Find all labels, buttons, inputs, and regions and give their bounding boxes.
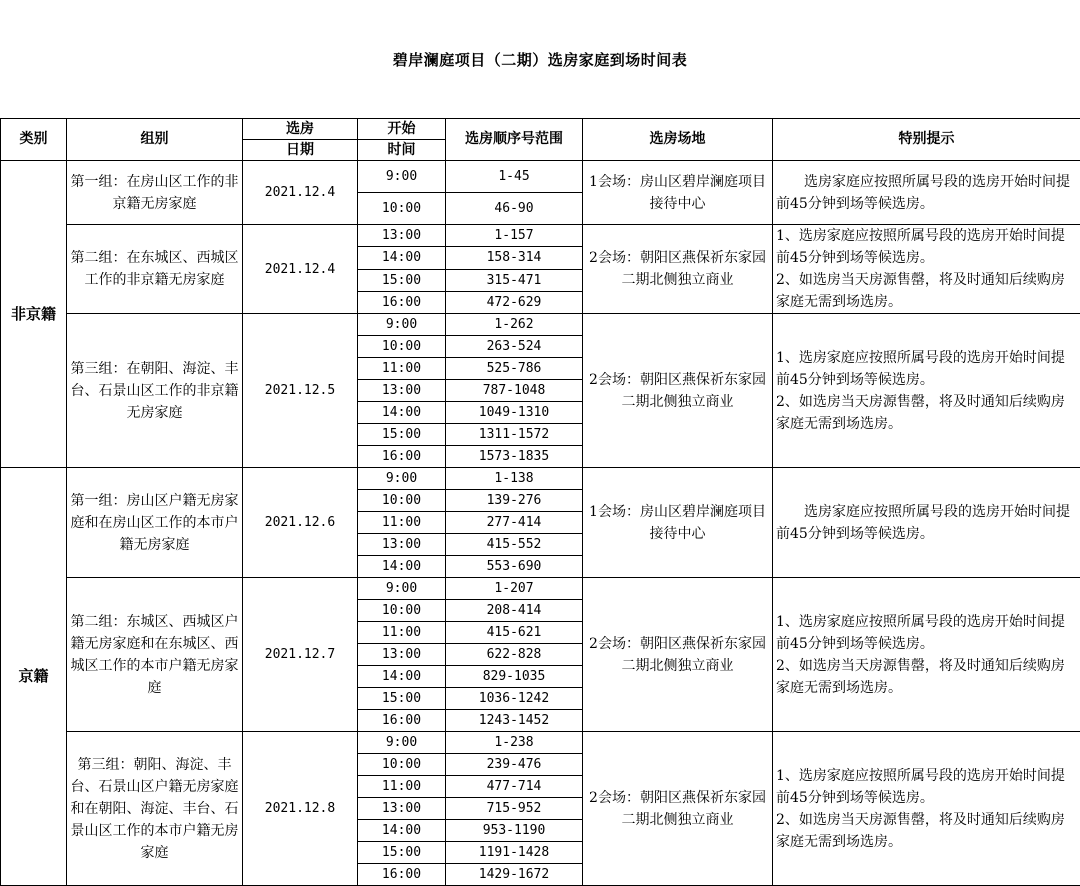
start-time-cell: 15:00 bbox=[358, 688, 446, 710]
sequence-range-cell: 553-690 bbox=[446, 556, 583, 578]
date-cell: 2021.12.8 bbox=[243, 732, 358, 886]
tip-line: 选房家庭应按照所属号段的选房开始时间提前45分钟到场等候选房。 bbox=[776, 171, 1077, 215]
tip-line: 1、选房家庭应按照所属号段的选房开始时间提前45分钟到场等候选房。 bbox=[776, 611, 1077, 655]
sequence-range-cell: 1429-1672 bbox=[446, 864, 583, 886]
sequence-range-cell: 315-471 bbox=[446, 269, 583, 291]
sequence-range-cell: 1-238 bbox=[446, 732, 583, 754]
start-time-cell: 15:00 bbox=[358, 269, 446, 291]
sequence-range-cell: 829-1035 bbox=[446, 666, 583, 688]
tip-line: 2、如选房当天房源售罄，将及时通知后续购房家庭无需到场选房。 bbox=[776, 269, 1077, 313]
group-name-cell: 第一组：在房山区工作的非京籍无房家庭 bbox=[67, 161, 243, 225]
sequence-range-cell: 1-157 bbox=[446, 225, 583, 247]
start-time-cell: 14:00 bbox=[358, 556, 446, 578]
sequence-range-cell: 477-714 bbox=[446, 776, 583, 798]
date-cell: 2021.12.5 bbox=[243, 314, 358, 468]
sequence-range-cell: 715-952 bbox=[446, 798, 583, 820]
start-time-cell: 13:00 bbox=[358, 225, 446, 247]
table-row bbox=[1, 468, 1080, 490]
start-time-cell: 11:00 bbox=[358, 358, 446, 380]
sequence-range-cell: 525-786 bbox=[446, 358, 583, 380]
sequence-range-cell: 1-138 bbox=[446, 468, 583, 490]
venue-cell: 1会场：房山区碧岸澜庭项目接待中心 bbox=[583, 468, 773, 578]
start-time-cell: 11:00 bbox=[358, 512, 446, 534]
start-time-cell: 10:00 bbox=[358, 193, 446, 225]
category-cell: 非京籍 bbox=[1, 161, 67, 468]
start-time-cell: 14:00 bbox=[358, 820, 446, 842]
header-category: 类别 bbox=[1, 119, 67, 161]
tips-cell bbox=[773, 161, 1080, 225]
sequence-range-cell: 139-276 bbox=[446, 490, 583, 512]
start-time-cell: 13:00 bbox=[358, 798, 446, 820]
sequence-range-cell: 415-552 bbox=[446, 534, 583, 556]
start-time-cell: 11:00 bbox=[358, 622, 446, 644]
group-name-cell: 第三组：在朝阳、海淀、丰台、石景山区工作的非京籍无房家庭 bbox=[67, 314, 243, 468]
header-time-bottom: 时间 bbox=[358, 140, 446, 161]
tip-line: 2、如选房当天房源售罄，将及时通知后续购房家庭无需到场选房。 bbox=[776, 655, 1077, 699]
sequence-range-cell: 277-414 bbox=[446, 512, 583, 534]
table-row bbox=[1, 732, 1080, 754]
start-time-cell: 13:00 bbox=[358, 534, 446, 556]
table-row bbox=[1, 578, 1080, 600]
schedule-table-body bbox=[1, 119, 1080, 886]
sequence-range-cell: 1191-1428 bbox=[446, 842, 583, 864]
date-cell: 2021.12.4 bbox=[243, 161, 358, 225]
group-name-cell: 第三组：朝阳、海淀、丰台、石景山区户籍无房家庭和在朝阳、海淀、丰台、石景山区工作的本市户籍无房家庭 bbox=[67, 732, 243, 886]
header-range: 选房顺序号范围 bbox=[446, 119, 583, 161]
sequence-range-cell: 1036-1242 bbox=[446, 688, 583, 710]
group-name-cell: 第二组：东城区、西城区户籍无房家庭和在东城区、西城区工作的本市户籍无房家庭 bbox=[67, 578, 243, 732]
tips-cell bbox=[773, 732, 1080, 886]
group-name-cell: 第一组：房山区户籍无房家庭和在房山区工作的本市户籍无房家庭 bbox=[67, 468, 243, 578]
title-bar bbox=[0, 0, 1080, 118]
table-row bbox=[1, 225, 1080, 247]
start-time-cell: 16:00 bbox=[358, 291, 446, 313]
start-time-cell: 16:00 bbox=[358, 710, 446, 732]
header-date-top: 选房 bbox=[243, 119, 358, 140]
start-time-cell: 16:00 bbox=[358, 864, 446, 886]
schedule-table bbox=[0, 118, 1080, 886]
tip-line: 选房家庭应按照所属号段的选房开始时间提前45分钟到场等候选房。 bbox=[776, 501, 1077, 545]
start-time-cell: 11:00 bbox=[358, 776, 446, 798]
sequence-range-cell: 46-90 bbox=[446, 193, 583, 225]
header-venue: 选房场地 bbox=[583, 119, 773, 161]
header-time-top: 开始 bbox=[358, 119, 446, 140]
sequence-range-cell: 1-207 bbox=[446, 578, 583, 600]
venue-cell: 2会场：朝阳区燕保祈东家园二期北侧独立商业 bbox=[583, 578, 773, 732]
venue-cell: 2会场：朝阳区燕保祈东家园二期北侧独立商业 bbox=[583, 225, 773, 314]
start-time-cell: 9:00 bbox=[358, 732, 446, 754]
start-time-cell: 14:00 bbox=[358, 402, 446, 424]
tip-line: 2、如选房当天房源售罄，将及时通知后续购房家庭无需到场选房。 bbox=[776, 391, 1077, 435]
tips-cell bbox=[773, 314, 1080, 468]
start-time-cell: 9:00 bbox=[358, 314, 446, 336]
sequence-range-cell: 622-828 bbox=[446, 644, 583, 666]
sequence-range-cell: 263-524 bbox=[446, 336, 583, 358]
sequence-range-cell: 1-262 bbox=[446, 314, 583, 336]
page-title: 碧岸澜庭项目（二期）选房家庭到场时间表 bbox=[0, 49, 1080, 70]
date-cell: 2021.12.4 bbox=[243, 225, 358, 314]
date-cell: 2021.12.7 bbox=[243, 578, 358, 732]
start-time-cell: 15:00 bbox=[358, 842, 446, 864]
category-cell: 京籍 bbox=[1, 468, 67, 886]
header-date-bottom: 日期 bbox=[243, 140, 358, 161]
tips-cell bbox=[773, 578, 1080, 732]
start-time-cell: 10:00 bbox=[358, 490, 446, 512]
start-time-cell: 10:00 bbox=[358, 754, 446, 776]
tip-line: 1、选房家庭应按照所属号段的选房开始时间提前45分钟到场等候选房。 bbox=[776, 225, 1077, 269]
start-time-cell: 14:00 bbox=[358, 247, 446, 269]
sequence-range-cell: 239-476 bbox=[446, 754, 583, 776]
start-time-cell: 9:00 bbox=[358, 161, 446, 193]
sequence-range-cell: 1049-1310 bbox=[446, 402, 583, 424]
tip-line: 1、选房家庭应按照所属号段的选房开始时间提前45分钟到场等候选房。 bbox=[776, 347, 1077, 391]
sequence-range-cell: 953-1190 bbox=[446, 820, 583, 842]
tips-cell bbox=[773, 468, 1080, 578]
start-time-cell: 14:00 bbox=[358, 666, 446, 688]
venue-cell: 2会场：朝阳区燕保祈东家园二期北侧独立商业 bbox=[583, 314, 773, 468]
venue-cell: 1会场：房山区碧岸澜庭项目接待中心 bbox=[583, 161, 773, 225]
start-time-cell: 9:00 bbox=[358, 468, 446, 490]
start-time-cell: 16:00 bbox=[358, 446, 446, 468]
tip-line: 2、如选房当天房源售罄，将及时通知后续购房家庭无需到场选房。 bbox=[776, 809, 1077, 853]
group-name-cell: 第二组：在东城区、西城区工作的非京籍无房家庭 bbox=[67, 225, 243, 314]
sequence-range-cell: 208-414 bbox=[446, 600, 583, 622]
start-time-cell: 10:00 bbox=[358, 336, 446, 358]
sequence-range-cell: 1243-1452 bbox=[446, 710, 583, 732]
table-row bbox=[1, 161, 1080, 193]
sequence-range-cell: 1573-1835 bbox=[446, 446, 583, 468]
tip-line: 1、选房家庭应按照所属号段的选房开始时间提前45分钟到场等候选房。 bbox=[776, 765, 1077, 809]
venue-cell: 2会场：朝阳区燕保祈东家园二期北侧独立商业 bbox=[583, 732, 773, 886]
start-time-cell: 15:00 bbox=[358, 424, 446, 446]
start-time-cell: 13:00 bbox=[358, 644, 446, 666]
tips-cell bbox=[773, 225, 1080, 314]
header-tips: 特别提示 bbox=[773, 119, 1080, 161]
start-time-cell: 10:00 bbox=[358, 600, 446, 622]
sequence-range-cell: 415-621 bbox=[446, 622, 583, 644]
header-row-top bbox=[1, 119, 1080, 140]
table-row bbox=[1, 314, 1080, 336]
sequence-range-cell: 158-314 bbox=[446, 247, 583, 269]
start-time-cell: 13:00 bbox=[358, 380, 446, 402]
sequence-range-cell: 1311-1572 bbox=[446, 424, 583, 446]
start-time-cell: 9:00 bbox=[358, 578, 446, 600]
sequence-range-cell: 472-629 bbox=[446, 291, 583, 313]
sequence-range-cell: 1-45 bbox=[446, 161, 583, 193]
sequence-range-cell: 787-1048 bbox=[446, 380, 583, 402]
header-group: 组别 bbox=[67, 119, 243, 161]
date-cell: 2021.12.6 bbox=[243, 468, 358, 578]
